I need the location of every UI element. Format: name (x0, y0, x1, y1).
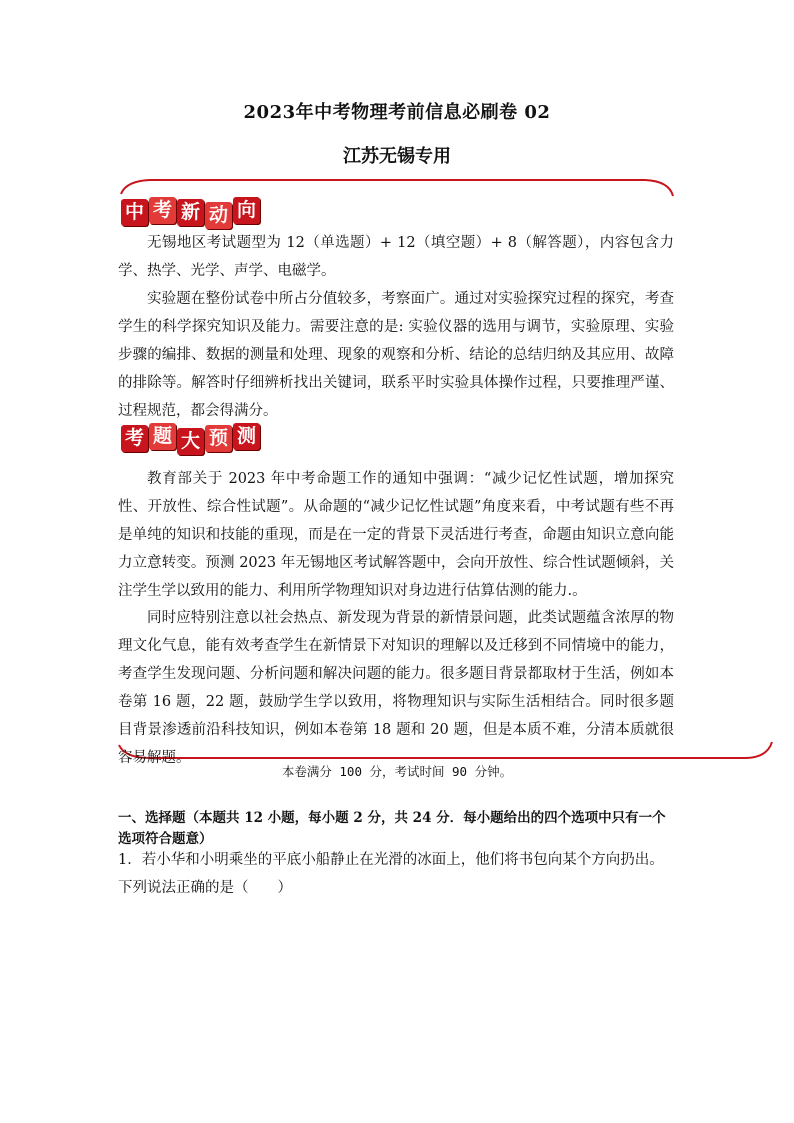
banner-char: 考 (121, 425, 148, 452)
banner-char: 大 (177, 428, 204, 455)
trend-paragraph-1: 无锡地区考试题型为 12（单选题）+ 12（填空题）+ 8（解答题），内容包含力学、热学、光学、声学、电磁学。 (118, 235, 674, 279)
trend-paragraph-2: 实验题在整份试卷中所占分值较多，考察面广。通过对实验探究过程的探究，考查学生的科学探究知识及能力。需要注意的是: 实验仪器的选用与调节，实验原理、实验步骤的编排、数据的测量和处理、现象的观察和分析、结论的总结归纳及其应用、故障的排除等。解答时仔细辨析找出关键词，联系平时实验具体操作过程，只要推理严谨、过程规范，都会得满分。 (118, 291, 674, 419)
banner-exam-prediction (121, 425, 260, 455)
score-note: 本卷满分 100 分，考试时间 90 分钟。 (281, 764, 513, 779)
banner-char: 考 (149, 197, 176, 224)
page-subtitle: 江苏无锡专用 (343, 146, 451, 167)
banner-char: 中 (121, 199, 148, 226)
banner-char: 预 (205, 425, 232, 452)
banner-char: 动 (205, 202, 232, 229)
banner-char: 向 (233, 197, 260, 224)
frame-top-curve (121, 180, 673, 196)
prediction-paragraph-1: 教育部关于 2023 年中考命题工作的通知中强调：“减少记忆性试题，增加探究性、开放性、综合性试题”。从命题的“减少记忆性试题”角度来看，中考试题有些不再是单纯的知识和技能的重现，而是在一定的背景下灵活进行考查，命题由知识立意向能力立意转变。预测 2023 年无锡地区考试解答题中，会向开放性、综合性试题倾斜，关注学生学以致用的能力、利用所学物理知识对身边进行估算估测的能力.。 (118, 471, 674, 599)
banner-exam-trend (121, 199, 260, 229)
prediction-paragraph-2: 同时应特别注意以社会热点、新发现为背景的新情景问题，此类试题蕴含浓厚的物理文化气息，能有效考查学生在新情景下对知识的理解以及迁移到不同情境中的能力，考查学生发现问题、分析问题和解决问题的能力。很多题目背景都取材于生活，例如本卷第 16 题，22 题，鼓励学生学以致用，将物理知识与实际生活相结合。同时很多题目背景渗透前沿科技知识，例如本卷第 18 题和 20 题，但是本质不难，分清本质就很容易解题。 (118, 610, 674, 766)
banner-char: 题 (149, 423, 176, 450)
banner-char: 测 (233, 423, 260, 450)
section-heading: 一、选择题（本题共 12 小题，每小题 2 分，共 24 分．每小题给出的四个选项中只有一个选项符合题意） (118, 810, 666, 847)
banner-char: 新 (177, 199, 204, 226)
question-1: 1．若小华和小明乘坐的平底小船静止在光滑的冰面上，他们将书包向某个方向扔出。下列说法正确的是（ ） (118, 852, 664, 896)
page-title: 2023年中考物理考前信息必刷卷 02 (243, 102, 551, 123)
